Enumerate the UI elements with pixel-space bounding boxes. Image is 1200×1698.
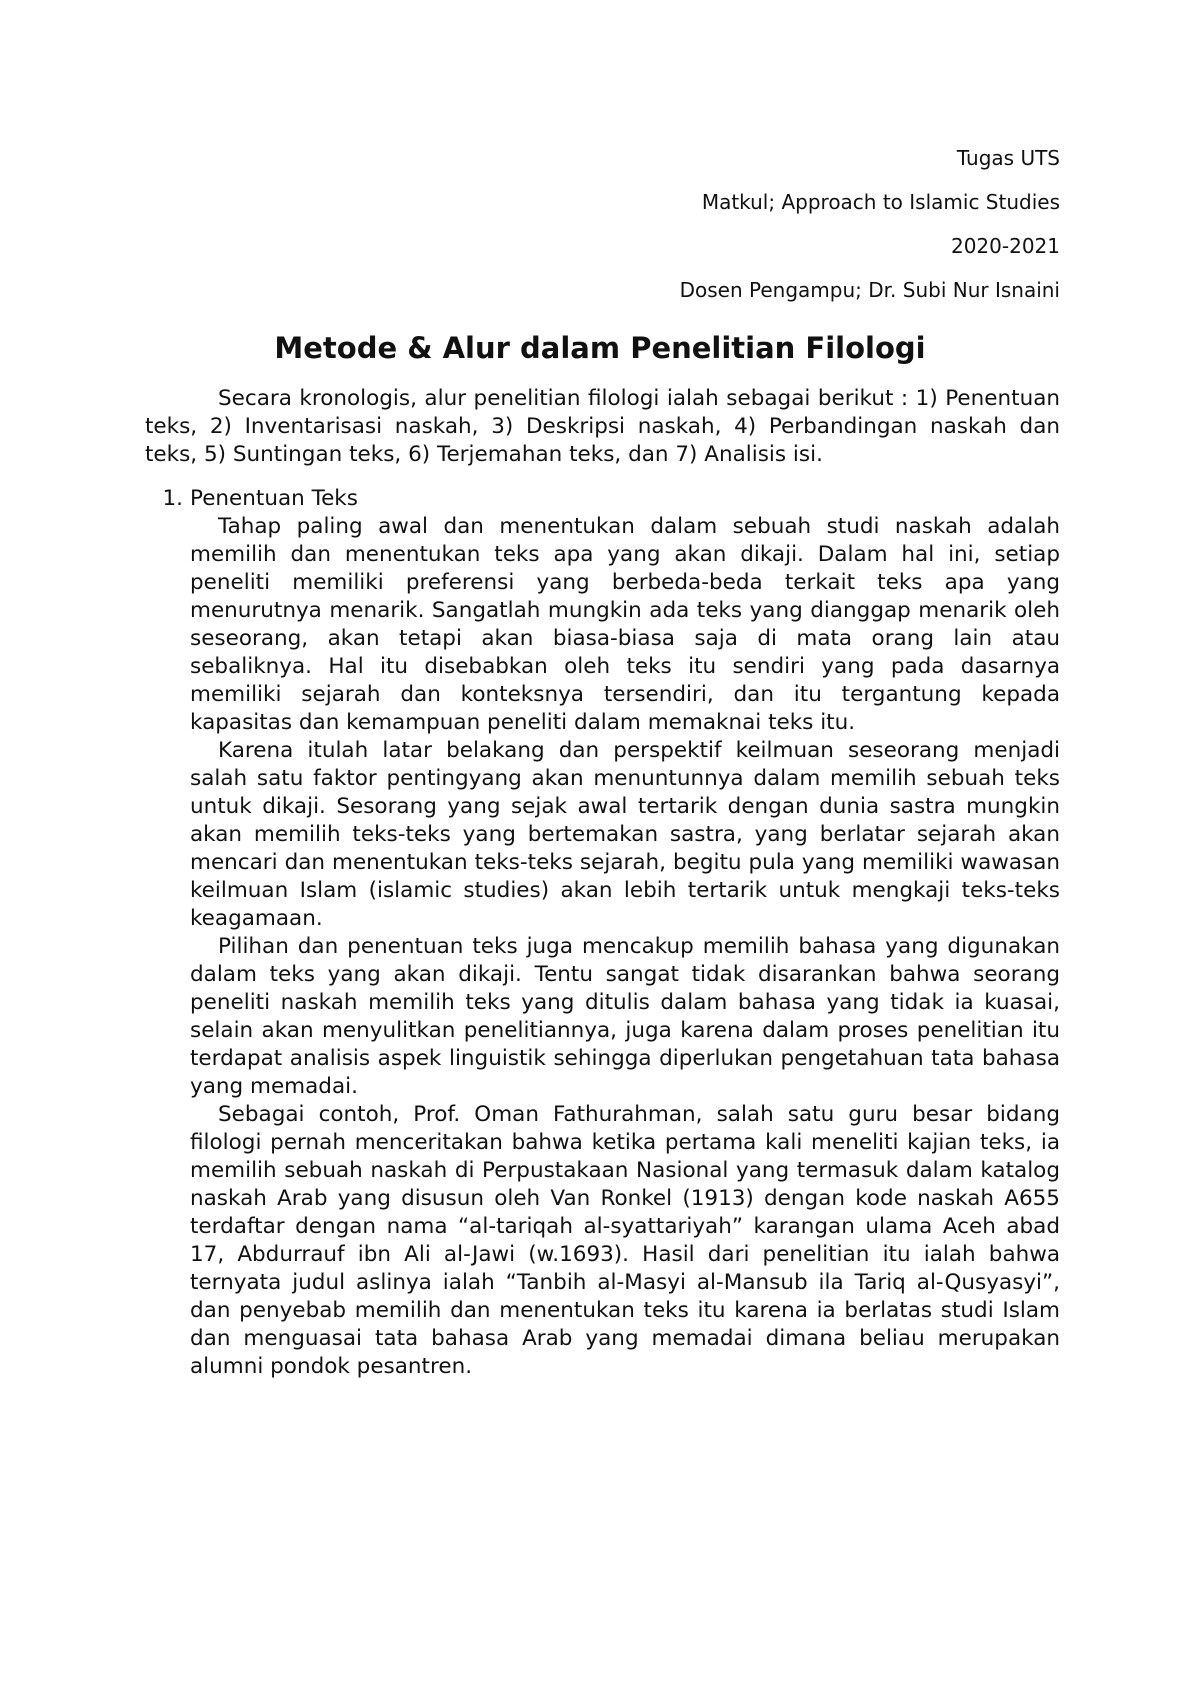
academic-year: 2020-2021	[950, 234, 1060, 258]
assignment-label: Tugas UTS	[956, 146, 1060, 170]
intro-paragraph: Secara kronologis, alur penelitian filologi ialah sebagai berikut : 1) Penentuan teks, 2) Inventarisasi naskah, 3) Deskripsi naskah, 4) Perbandingan naskah dan teks, 5) Suntingan teks, 6) Terjemahan teks, dan 7) Analisis isi.	[145, 386, 1060, 467]
section-heading: Penentuan Teks	[190, 486, 358, 511]
document-body	[145, 385, 1060, 1381]
section-paragraph: Karena itulah latar belakang dan perspektif keilmuan seseorang menjadi salah satu faktor pentingyang akan menuntunnya dalam memilih sebuah teks untuk dikaji. Sesorang yang sejak awal tertarik dengan dunia sastra mungkin akan memilih teks-teks yang bertemakan sastra, yang berlatar sejarah akan mencari dan menentukan teks-teks sejarah, begitu pula yang memiliki wawasan keilmuan Islam (islamic studies) akan lebih tertarik untuk mengkaji teks-teks keagamaan.	[190, 738, 1060, 931]
course-name: Matkul; Approach to Islamic Studies	[701, 190, 1060, 214]
section-paragraph: Sebagai contoh, Prof. Oman Fathurahman, salah satu guru besar bidang filologi pernah menceritakan bahwa ketika pertama kali meneliti kajian teks, ia memilih sebuah naskah di Perpustakaan Nasional yang termasuk dalam katalog naskah Arab yang disusun oleh Van Ronkel (1913) dengan kode naskah A655 terdaftar dengan nama “al-tariqah al-syattariyah” karangan ulama Aceh abad 17, Abdurrauf ibn Ali al-Jawi (w.1693). Hasil dari penelitian itu ialah bahwa ternyata judul aslinya ialah “Tanbih al-Masyi al-Mansub ila Tariq al-Qusyasyi”, dan penyebab memilih dan menentukan teks itu karena ia berlatas studi Islam dan menguasai tata bahasa Arab yang memadai dimana beliau merupakan alumni pondok pesantren.	[190, 1102, 1060, 1379]
list-item	[145, 485, 1060, 1381]
document-title: Metode & Alur dalam Penelitian Filologi	[274, 331, 926, 365]
section-list	[145, 485, 1060, 1381]
document-header	[360, 146, 1060, 322]
lecturer-name: Dosen Pengampu; Dr. Subi Nur Isnaini	[679, 278, 1060, 302]
section-paragraph: Pilihan dan penentuan teks juga mencakup memilih bahasa yang digunakan dalam teks yang akan dikaji. Tentu sangat tidak disarankan bahwa seorang peneliti naskah memilih teks yang ditulis dalam bahasa yang tidak ia kuasai, selain akan menyulitkan penelitiannya, juga karena dalam proses penelitian itu terdapat analisis aspek linguistik sehingga diperlukan pengetahuan tata bahasa yang memadai.	[190, 934, 1060, 1099]
section-paragraph: Tahap paling awal dan menentukan dalam sebuah studi naskah adalah memilih dan menentukan teks apa yang akan dikaji. Dalam hal ini, setiap peneliti memiliki preferensi yang berbeda-beda terkait teks apa yang menurutnya menarik. Sangatlah mungkin ada teks yang dianggap menarik oleh seseorang, akan tetapi akan biasa-biasa saja di mata orang lain atau sebaliknya. Hal itu disebabkan oleh teks itu sendiri yang pada dasarnya memiliki sejarah dan konteksnya tersendiri, dan itu tergantung kepada kapasitas dan kemampuan peneliti dalam memaknai teks itu.	[190, 514, 1060, 735]
list-number: 1.	[162, 486, 183, 511]
